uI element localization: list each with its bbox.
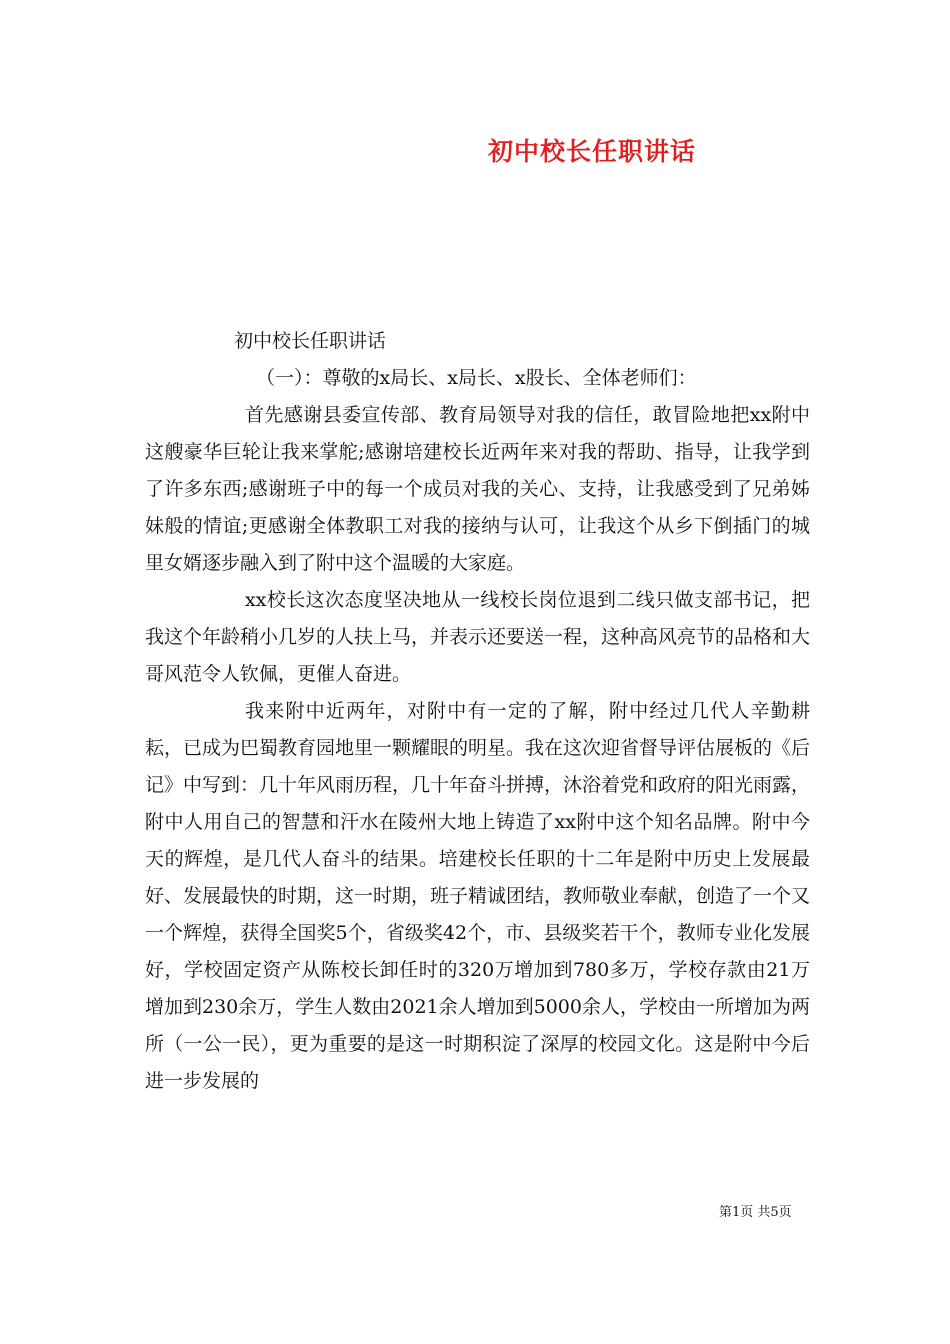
paragraph-1: 首先感谢县委宣传部、教育局领导对我的信任，敢冒险地把xx附中这艘豪华巨轮让我来掌舵;感谢培建校长近两年来对我的帮助、指导，让我学到了许多东西;感谢班子中的每一个成员对我的关心、支持，让我感受到了兄弟姊妹般的情谊;更感谢全体教职工对我的接纳与认可，让我这个从乡下倒插门的城里女婿逐步融入到了附中这个温暖的大家庭。 <box>145 404 810 574</box>
page-title: 初中校长任职讲话 <box>488 137 697 166</box>
paragraph-3: 我来附中近两年，对附中有一定的了解，附中经过几代人辛勤耕耘，已成为巴蜀教育园地里一颗耀眼的明星。我在这次迎省督导评估展板的《后记》中写到：几十年风雨历程，几十年奋斗拼搏，沐浴着党和政府的阳光雨露，附中人用自己的智慧和汗水在陵州大地上铸造了xx附中这个知名品牌。附中今天的辉煌，是几代人奋斗的结果。培建校长任职的十二年是附中历史上发展最好、发展最快的时期，这一时期，班子精诚团结，教师敬业奉献，创造了一个又一个辉煌，获得全国奖5个，省级奖42个，市、县级奖若干个，教师专业化发展好，学校固定资产从陈校长卸任时的320万增加到780多万，学校存款由21万增加到230余万，学生人数由2021余人增加到5000余人，学校由一所增加为两所（一公一民），更为重要的是这一时期积淀了深厚的校园文化。这是附中今后进一步发展的 <box>145 700 811 1092</box>
document-body <box>145 323 810 1100</box>
page-number-footer: 第1页 共5页 <box>719 1205 792 1220</box>
greeting-line: （一）：尊敬的x局长、x局长、x股长、全体老师们： <box>256 367 697 389</box>
paragraph-2: xx校长这次态度坚决地从一线校长岗位退到二线只做支部书记，把我这个年龄稍小几岁的人扶上马，并表示还要送一程，这种高风亮节的品格和大哥风范令人钦佩，更催人奋进。 <box>145 589 811 685</box>
document-subtitle: 初中校长任职讲话 <box>234 330 387 352</box>
